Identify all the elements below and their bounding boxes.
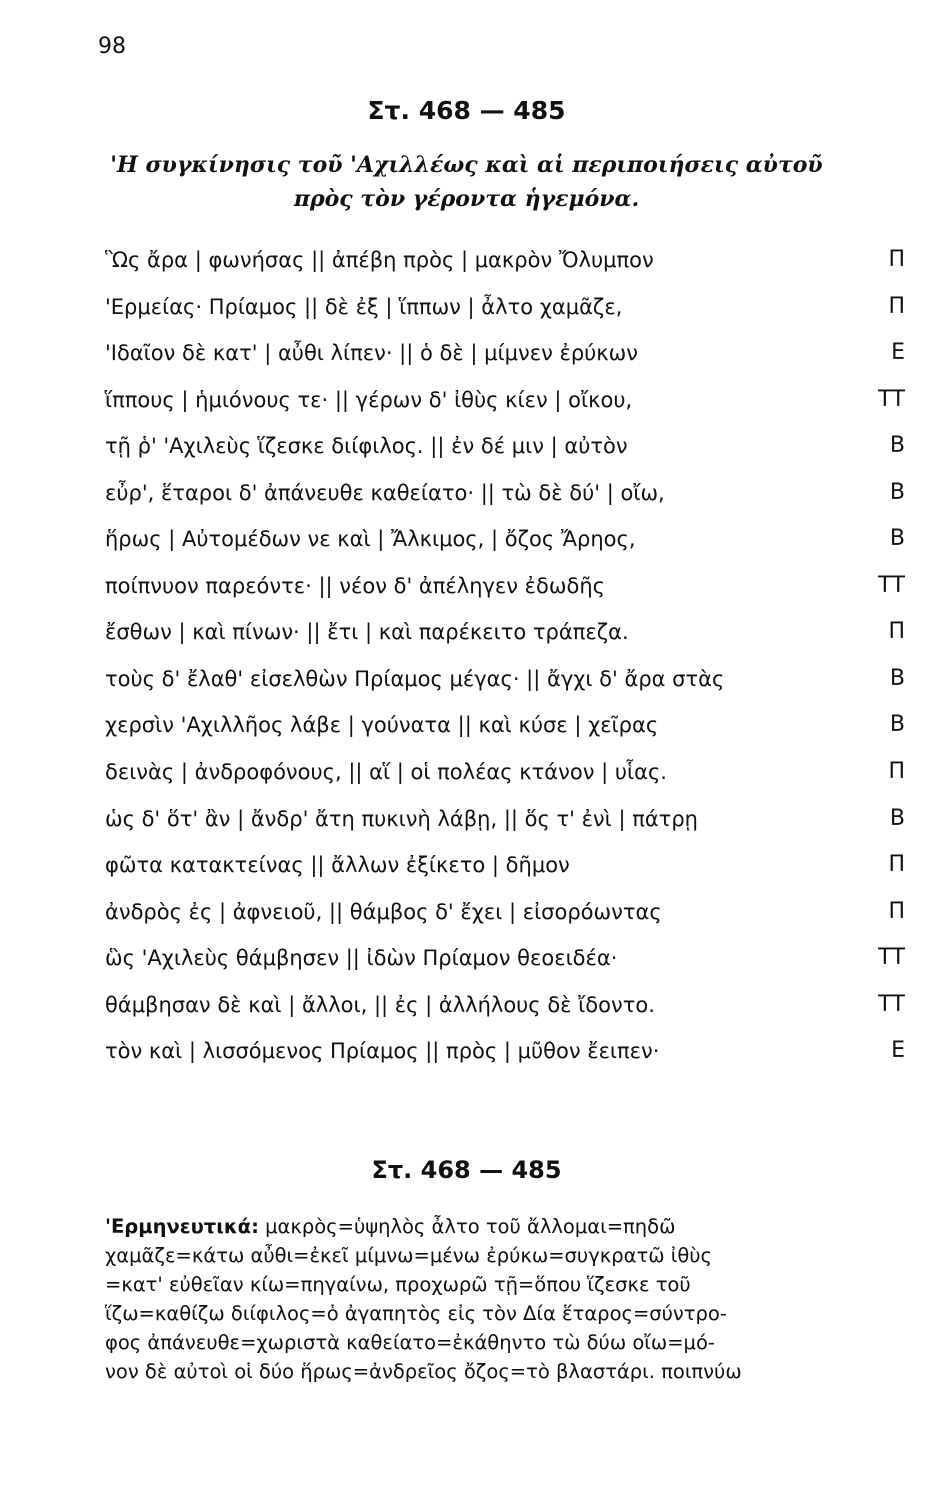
verse-text: χερσὶν 'Αχιλλῆος λάβε | γούνατα || καὶ κύσε | χεῖρας [105,713,659,738]
verse-line [105,563,905,610]
glossary-line [105,1212,920,1241]
section-subtitle [0,148,933,216]
subtitle-line-2: πρὸς τὸν γέροντα ἡγεμόνα. [293,186,640,212]
verse-text: θάμβησαν δὲ καὶ | ἄλλοι, || ἐς | ἀλλήλους δὲ ἴδοντο. [105,992,655,1017]
meter-mark: Π [888,898,905,924]
verse-line [105,702,905,749]
meter-mark: Π [888,759,905,785]
meter-mark: Β [889,526,905,552]
verse-text: ὣς 'Αχιλεὺς θάμβησεν || ἰδὼν Πρίαμον θεοειδέα· [105,946,618,971]
meter-mark: ΤΤ [878,945,905,971]
glossary-line: =κατ' εὐθεῖαν κίω=πηγαίνω, προχωρῶ τῇ=ὅπου ἵζεσκε τοῦ [105,1273,691,1296]
glossary-line: φος ἀπάνευθε=χωριστὰ καθείατο=ἐκάθηντο τὼ δύω οἴω=μό- [105,1331,715,1354]
verse-line [105,796,905,843]
glossary-line: ἵζω=καθίζω διίφιλος=ὁ ἀγαπητὸς εἰς τὸν Δία ἕταρος=σύντρο- [105,1302,727,1325]
meter-mark: Β [889,712,905,738]
meter-mark: ΤΤ [878,991,905,1017]
verse-list [105,237,905,1075]
glossary-text: μακρὸς=ὑψηλὸς ἆλτο τοῦ ἄλλομαι=πηδῶ [265,1215,676,1238]
verse-text: Ὣς ἄρα | φωνήσας || ἀπέβη πρὸς | μακρὸν Ὄλυμπον [105,248,654,272]
verse-line [105,609,905,656]
verse-text: τὸν καὶ | λισσόμενος Πρίαμος || πρὸς | μῦθον ἔειπεν· [105,1039,660,1064]
verse-text: εὖρ', ἕταροι δ' ἀπάνευθε καθείατο· || τὼ δὲ δύ' | οἴω, [105,480,665,505]
glossary-label: 'Ερμηνευτικά: [105,1215,259,1238]
verse-line [105,842,905,889]
verse-text: τοὺς δ' ἔλαθ' εἰσελθὼν Πρίαμος μέγας· || ἄγχι δ' ἄρα στὰς [105,666,725,691]
verse-text: ἥρως | Αὐτομέδων νε καὶ | Ἄλκιμος, | ὄζος Ἄρηος, [105,527,636,552]
verse-text: ἀνδρὸς ἐς | ἀφνειοῦ, || θάμβος δ' ἔχει | εἰσορόωντας [105,899,662,924]
verse-text: ἔσθων | καὶ πίνων· || ἔτι | καὶ παρέκειτο τράπεζα. [105,620,629,645]
meter-mark: Β [889,805,905,831]
verse-line [105,516,905,563]
glossary [105,1212,920,1386]
verse-line [105,749,905,796]
verse-line [105,889,905,936]
verse-line [105,1028,905,1075]
verse-line [105,656,905,703]
meter-mark: Ε [891,1038,905,1064]
verse-text: φῶτα κατακτείνας || ἄλλων ἐξίκετο | δῆμον [105,853,570,878]
glossary-line: χαμᾶζε=κάτω αὖθι=ἐκεῖ μίμνω=μένω ἐρύκω=συγκρατῶ ἰθὺς [105,1244,712,1267]
verse-line [105,330,905,377]
verse-text: τῇ ῥ' 'Αχιλεὺς ἵζεσκε διίφιλος. || ἐν δέ μιν | αὐτὸν [105,434,628,459]
section-heading: Στ. 468 — 485 [367,96,566,125]
verse-line [105,423,905,470]
verse-line [105,470,905,517]
verse-text: 'Ιδαῖον δὲ κατ' | αὖθι λίπεν· || ὁ δὲ | μίμνεν ἐρύκων [105,341,638,366]
verse-text: δεινὰς | ἀνδροφόνους, || αἵ | οἱ πολέας κτάνον | υἷας. [105,760,667,785]
verse-text: ποίπνυον παρεόντε· || νέον δ' ἀπέληγεν ἐδωδῆς [105,573,605,598]
meter-mark: Π [888,619,905,645]
subtitle-line-1: 'Η συγκίνησις τοῦ 'Αχιλλέως καὶ αἱ περιποιήσεις αὐτοῦ [110,152,823,178]
meter-mark: Π [888,293,905,319]
verse-line [105,377,905,424]
verse-text: 'Ερμείας· Πρίαμος || δὲ ἐξ | ἵππων | ἆλτο χαμᾶζε, [105,294,623,319]
verse-line [105,237,905,284]
meter-mark: ΤΤ [878,572,905,598]
meter-mark: Β [889,433,905,459]
meter-mark: Π [888,247,905,272]
page-number: 98 [98,34,126,59]
verse-line [105,935,905,982]
meter-mark: Ε [891,340,905,366]
glossary-line: νον δὲ αὐτοὶ οἱ δύο ἥρως=ἀνδρεῖος ὄζος=τὸ βλαστάρι. ποιπνύω [105,1360,742,1383]
section-heading-2: Στ. 468 — 485 [371,1156,562,1184]
meter-mark: ΤΤ [878,386,905,412]
verse-text: ὡς δ' ὅτ' ἂν | ἄνδρ' ἄτη πυκινὴ λάβῃ, || ὅς τ' ἐνὶ | πάτρῃ [105,806,698,831]
meter-mark: Β [889,479,905,505]
verse-line [105,284,905,331]
verse-line [105,982,905,1029]
meter-mark: Π [888,852,905,878]
meter-mark: Β [889,665,905,691]
verse-text: ἵππους | ἡμιόνους τε· || γέρων δ' ἰθὺς κίεν | οἴκου, [105,387,633,412]
